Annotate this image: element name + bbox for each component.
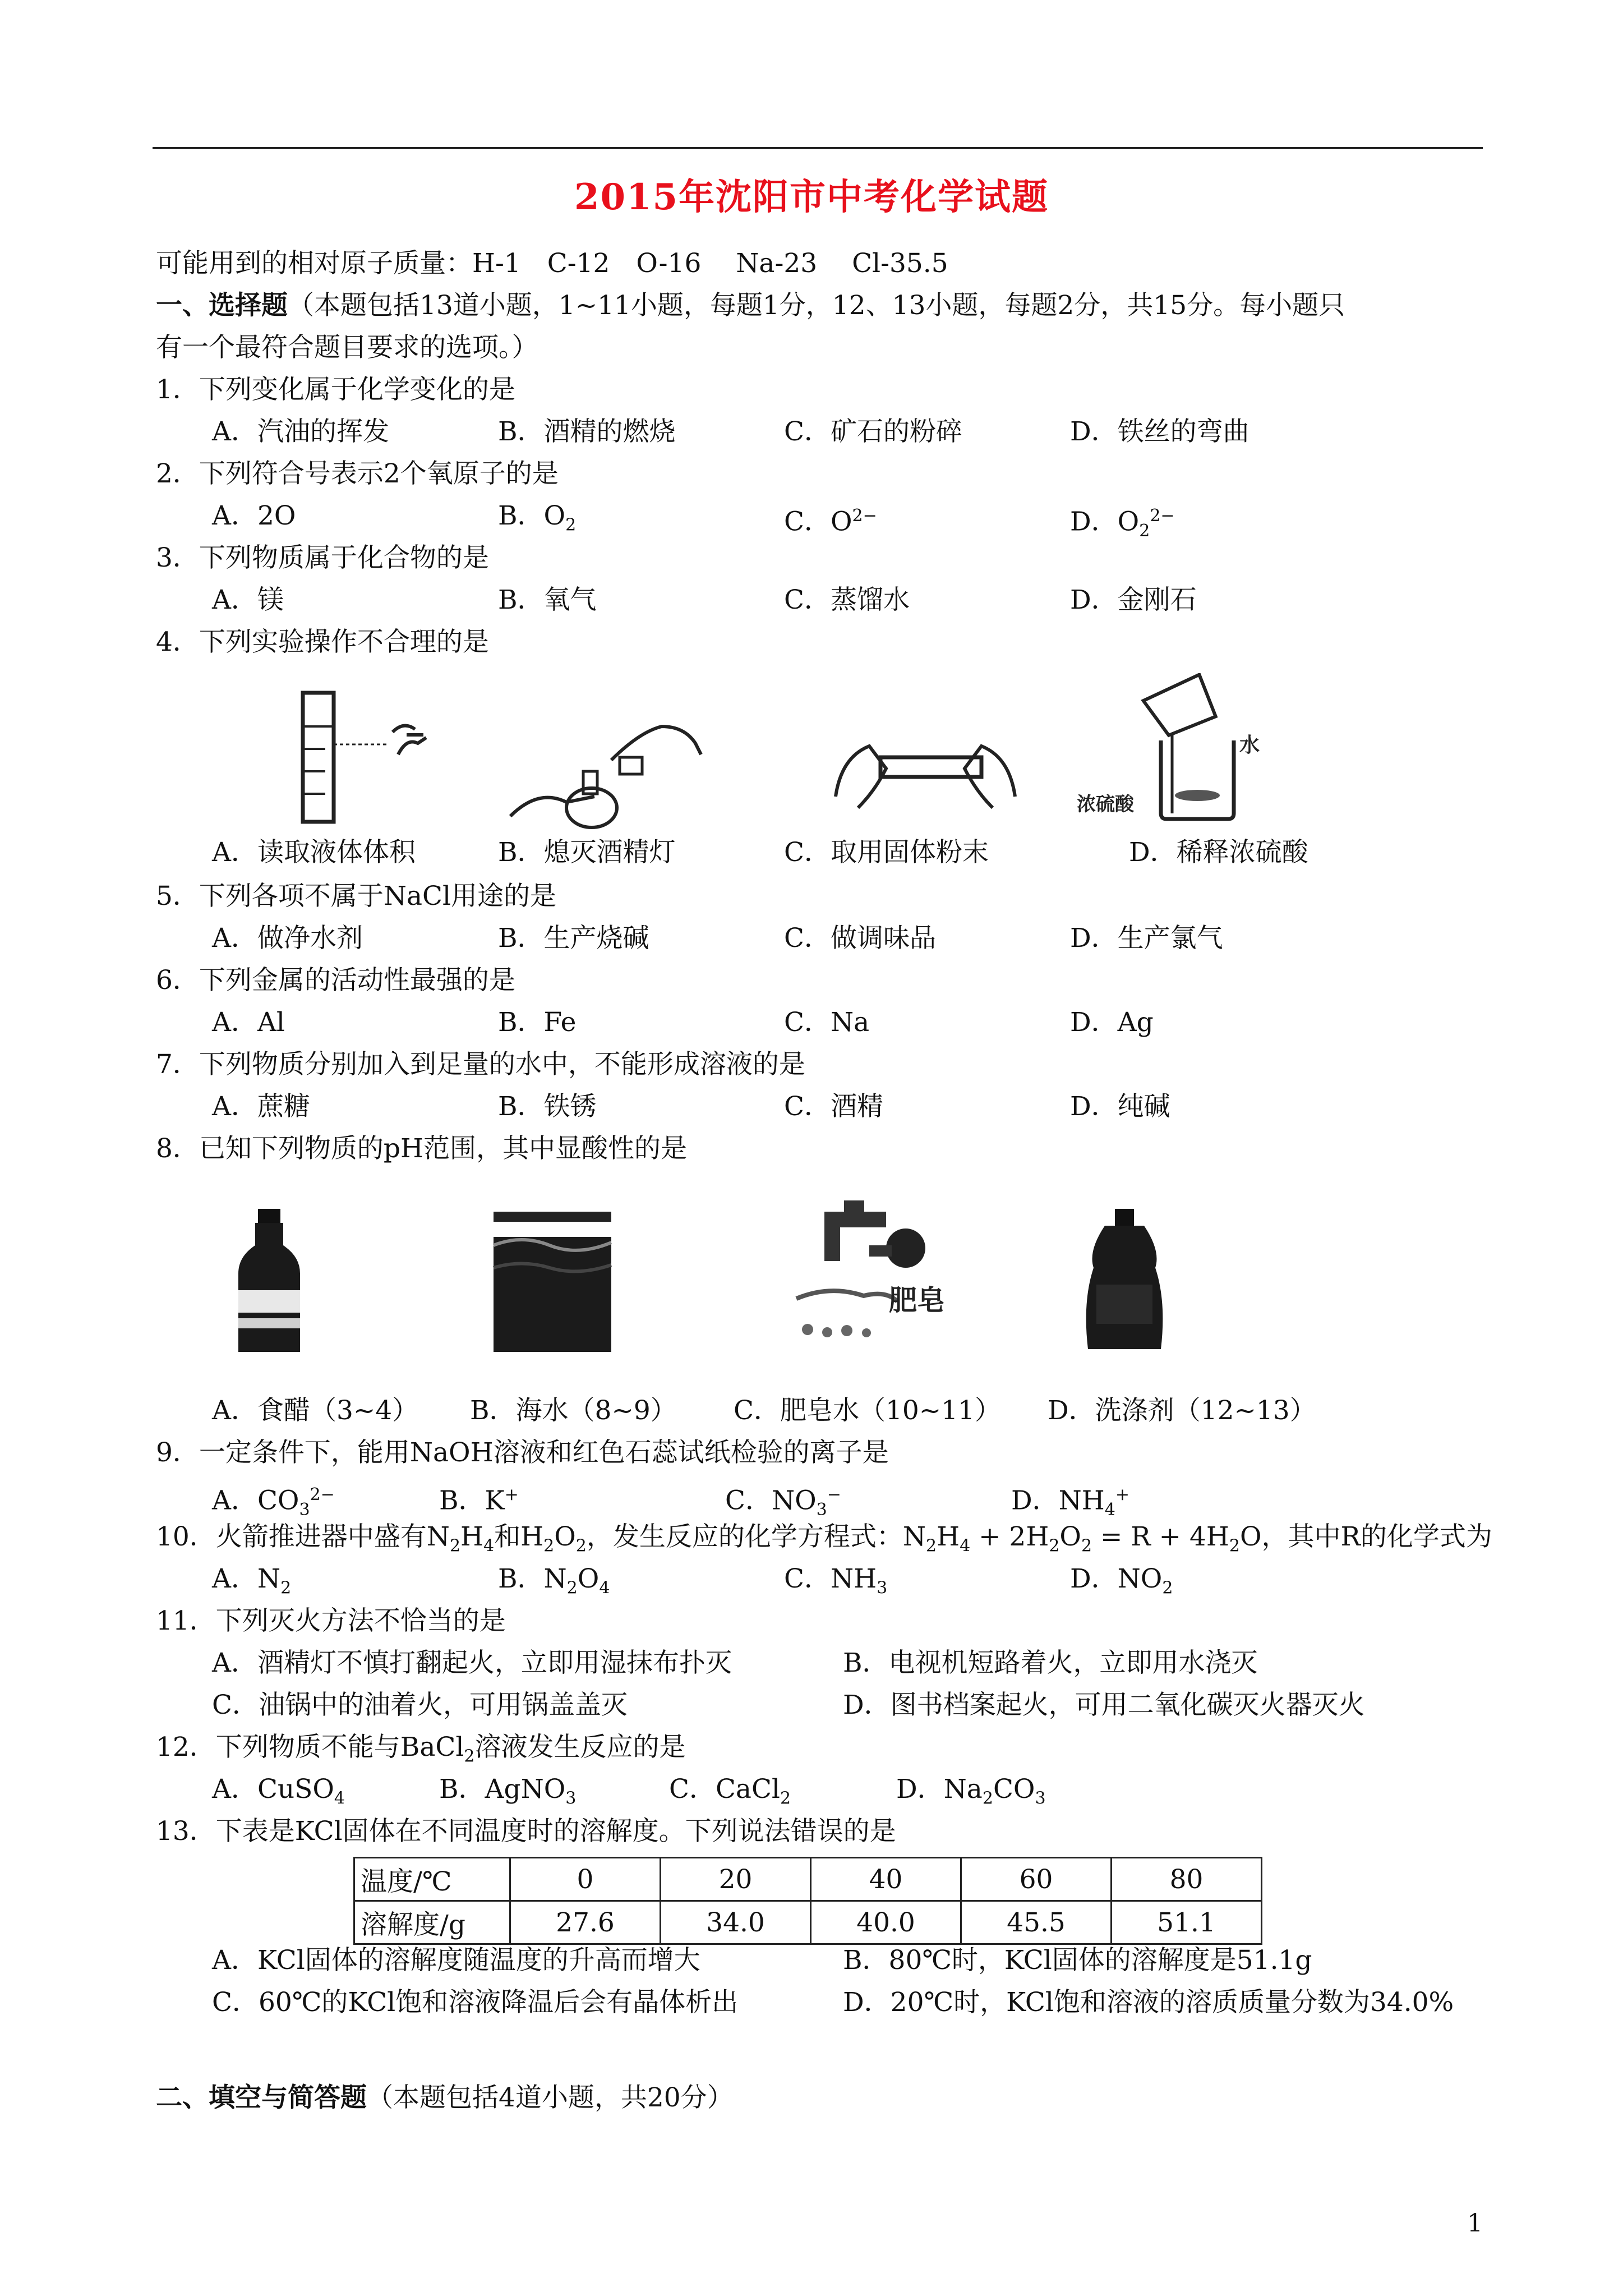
q4-option-a: A．读取液体体积	[212, 837, 416, 868]
section1-header	[156, 289, 1345, 323]
q7-stem: 7．下列物质分别加入到足量的水中，不能形成溶液的是	[156, 1049, 805, 1080]
q10-stem: 10．火箭推进器中盛有$N_2H_4$和$H_2O_2$，发生反应的化学方程式：$N_2H_4 + 2H_2O_2 = R + 4H_2O$，其中R的化学式为	[156, 1521, 1492, 1556]
table-row	[354, 1901, 1262, 1944]
q2-option-d: D．$O_2^{2-}$	[1070, 506, 1175, 541]
q7-option-b: B．铁锈	[498, 1091, 597, 1122]
q12-option-d: D．$Na_2CO_3$	[896, 1774, 1046, 1809]
page-number: 1	[1467, 2209, 1483, 2238]
q4-stem: 4．下列实验操作不合理的是	[156, 627, 489, 657]
table-cell: 温度/℃	[354, 1858, 510, 1901]
q2-stem: 2．下列符合号表示2个氧原子的是	[156, 458, 559, 489]
q1-option-a: A．汽油的挥发	[212, 416, 389, 447]
q7-option-d: D．纯碱	[1070, 1091, 1170, 1122]
table-cell: 80	[1112, 1858, 1262, 1901]
q9-option-a: A．$CO_3^{2-}$	[212, 1485, 335, 1520]
q8-option-d: D．洗涤剂（12~13）	[1048, 1395, 1316, 1426]
section1-desc2: 有一个最符合题目要求的选项。）	[156, 332, 538, 363]
q11-stem: 11．下列灭火方法不恰当的是	[156, 1605, 506, 1636]
q5-option-b: B．生产烧碱	[498, 923, 649, 954]
q1-option-b: B．酒精的燃烧	[498, 416, 676, 447]
table-cell: 45.5	[961, 1901, 1112, 1944]
q3-option-d: D．金刚石	[1070, 585, 1197, 615]
q3-stem: 3．下列物质属于化合物的是	[156, 542, 489, 573]
dilute-acid-figure	[1077, 673, 1290, 830]
q8-option-b: B．海水（8~9）	[470, 1395, 677, 1426]
soap-water-figure	[785, 1200, 976, 1358]
q12-option-a: A．CuSO$_4$	[212, 1774, 345, 1809]
table-cell: 40	[811, 1858, 961, 1901]
q5-option-c: C．做调味品	[784, 923, 936, 954]
q12-stem: 12．下列物质不能与BaCl$_2$溶液发生反应的是	[156, 1732, 686, 1766]
q13-option-c: C．60℃的KCl饱和溶液降温后会有晶体析出	[212, 1987, 739, 2018]
atomic-masses: 可能用到的相对原子质量：H-1 C-12 O-16 Na-23 Cl-35.5	[156, 248, 948, 279]
q9-option-b: B．K+	[439, 1485, 519, 1516]
q6-option-b: B．Fe	[498, 1007, 577, 1038]
table-cell: 40.0	[811, 1901, 961, 1944]
q12-option-b: B．AgNO$_3$	[439, 1774, 577, 1809]
page-title: 2015年沈阳市中考化学试题	[574, 176, 1049, 218]
q2-option-b: B．$O_2$	[498, 500, 577, 535]
section2-header	[156, 2081, 734, 2115]
q10-option-b: B．$N_2O_4$	[498, 1563, 610, 1598]
q13-stem: 13．下表是KCl固体在不同温度时的溶解度。下列说法错误的是	[156, 1816, 896, 1847]
q3-option-a: A．镁	[212, 585, 284, 615]
q1-option-c: C．矿石的粉碎	[784, 416, 962, 447]
q11-option-c: C．油锅中的油着火，可用锅盖盖灭	[212, 1690, 628, 1720]
section1-heading: 一、选择题	[156, 290, 288, 321]
q6-option-a: A．Al	[212, 1007, 285, 1038]
table-cell: 34.0	[661, 1901, 811, 1944]
q1-stem: 1．下列变化属于化学变化的是	[156, 374, 515, 405]
kcl-solubility-table	[353, 1857, 1262, 1945]
q8-option-c: C．肥皂水（10~11）	[734, 1395, 1001, 1426]
table-cell: 60	[961, 1858, 1112, 1901]
q13-option-a: A．KCl固体的溶解度随温度的升高而增大	[212, 1945, 700, 1976]
q12-option-c: C．CaCl$_2$	[669, 1774, 791, 1809]
q10-option-d: D．$NO_2$	[1070, 1563, 1173, 1598]
q6-option-c: C．Na	[784, 1007, 870, 1038]
q9-option-c: C．$NO_3^-$	[725, 1485, 841, 1520]
q2-option-c: C．$O^{2-}$	[784, 506, 877, 537]
q6-stem: 6．下列金属的活动性最强的是	[156, 965, 515, 996]
q11-option-b: B．电视机短路着火，立即用水浇灭	[843, 1648, 1258, 1678]
fig-label-acid: 浓硫酸	[1077, 793, 1134, 816]
q4-option-d: D．稀释浓硫酸	[1129, 837, 1308, 868]
seawater-figure	[488, 1206, 617, 1358]
table-cell: 20	[661, 1858, 811, 1901]
graduated-cylinder-figure	[292, 682, 437, 827]
powder-spoon-figure	[824, 724, 1026, 825]
q11-option-d: D．图书档案起火，可用二氧化碳灭火器灭火	[843, 1690, 1365, 1720]
q9-option-d: D．$NH_4^+$	[1011, 1485, 1130, 1520]
table-row	[354, 1858, 1262, 1901]
q11-option-a: A．酒精灯不慎打翻起火，立即用湿抹布扑灭	[212, 1648, 732, 1678]
section2-heading: 二、填空与简答题	[156, 2082, 367, 2113]
vinegar-bottle-figure	[230, 1206, 308, 1358]
section2-desc: （本题包括4道小题，共20分）	[367, 2082, 734, 2113]
q4-option-b: B．熄灭酒精灯	[498, 837, 676, 868]
q13-option-b: B．80℃时，KCl固体的溶解度是51.1g	[843, 1945, 1312, 1976]
alcohol-lamp-figure	[505, 704, 707, 833]
fig-label-water: 水	[1239, 734, 1260, 757]
q9-stem: 9．一定条件下，能用NaOH溶液和红色石蕊试纸检验的离子是	[156, 1437, 889, 1468]
q5-option-d: D．生产氯气	[1070, 923, 1223, 954]
q10-option-c: C．$NH_3$	[784, 1563, 888, 1598]
q8-option-a: A．食醋（3~4）	[212, 1395, 419, 1426]
q3-option-c: C．蒸馏水	[784, 585, 910, 615]
q4-option-c: C．取用固体粉末	[784, 837, 989, 868]
fig-label-soap: 肥皂	[889, 1284, 945, 1317]
table-cell: 51.1	[1112, 1901, 1262, 1944]
q13-option-d: D．20℃时，KCl饱和溶液的溶质质量分数为34.0%	[843, 1987, 1454, 2018]
section1-desc: （本题包括13道小题，1~11小题，每题1分，12、13小题，每题2分，共15分。每小题只	[288, 290, 1345, 321]
q3-option-b: B．氧气	[498, 585, 597, 615]
table-cell: 0	[510, 1858, 661, 1901]
detergent-bottle-figure	[1077, 1206, 1172, 1358]
q7-option-c: C．酒精	[784, 1091, 883, 1122]
q5-option-a: A．做净水剂	[212, 923, 363, 954]
q6-option-d: D．Ag	[1070, 1007, 1154, 1038]
q10-option-a: A．$N_2$	[212, 1563, 292, 1598]
q8-stem: 8．已知下列物质的pH范围，其中显酸性的是	[156, 1133, 687, 1164]
q1-option-d: D．铁丝的弯曲	[1070, 416, 1249, 447]
table-cell: 溶解度/g	[354, 1901, 510, 1944]
q7-option-a: A．蔗糖	[212, 1091, 310, 1122]
top-rule	[153, 147, 1483, 149]
q2-option-a: A．2O	[212, 500, 296, 531]
q5-stem: 5．下列各项不属于NaCl用途的是	[156, 881, 557, 912]
table-cell: 27.6	[510, 1901, 661, 1944]
